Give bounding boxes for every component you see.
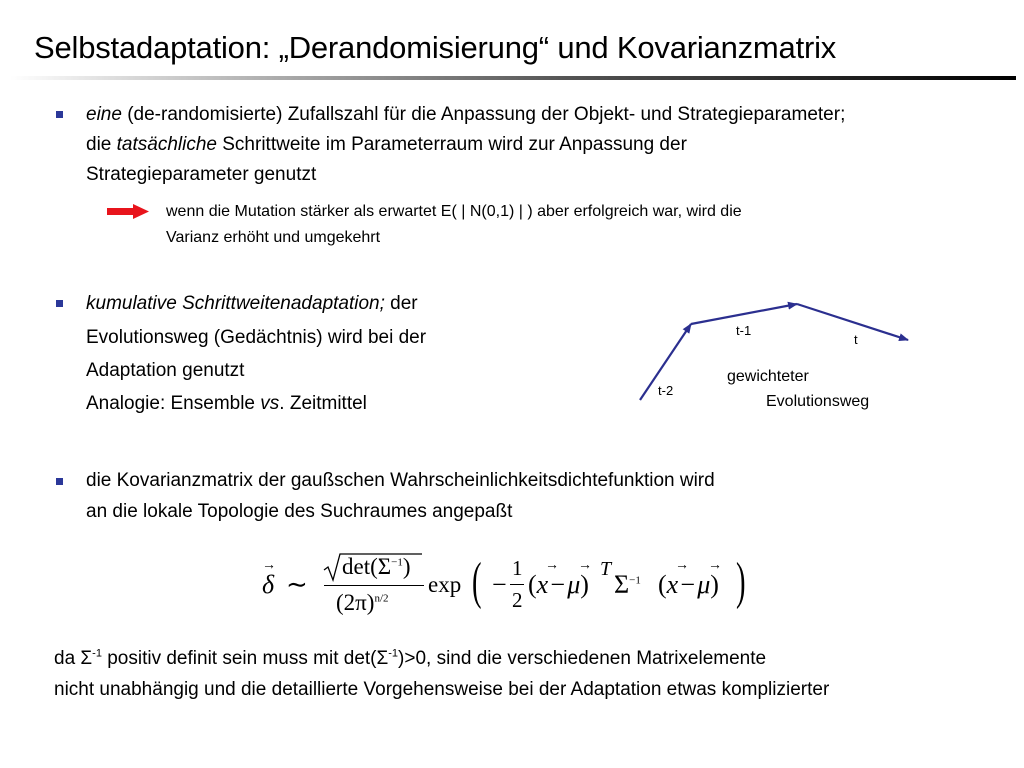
bullet1-line1-text: (de-randomisierte) Zufallszahl für die Anpassung der Objekt- und Strategieparameter; — [121, 104, 846, 125]
formula-delta: δ — [262, 570, 275, 599]
bullet2-line1 — [86, 293, 418, 315]
vector-arrow-icon: → — [262, 558, 276, 573]
formula-denominator: $(2\pi)^{n/2}$ — [336, 590, 389, 615]
formula-sigma: $\Sigma^{-1}$ — [614, 570, 641, 599]
formula-exp: exp — [428, 572, 462, 597]
formula-term2: (x − μ) — [658, 570, 719, 599]
diagram-caption-line1: gewichteter — [727, 368, 809, 385]
bullet2-emphasis: kumulative Schrittweitenadaptation; — [86, 293, 385, 314]
covariance-formula — [260, 550, 760, 625]
vector-arrow-x-icon: → — [545, 558, 559, 573]
formula-half-den: 2 — [512, 588, 523, 612]
bullet-marker-2 — [56, 300, 63, 307]
note-line1: wenn die Mutation stärker als erwartet E( | N(0,1) | ) aber erfolgreich war, wird die — [166, 203, 742, 220]
page-title: Selbstadaptation: „Derandomisierung“ und Kovarianzmatrix — [34, 30, 837, 65]
bullet-marker-3 — [56, 478, 63, 485]
vector-arrow-mu2-icon: → — [708, 558, 722, 573]
bullet1-line3: Strategieparameter genutzt — [86, 164, 317, 185]
formula-half-num: 1 — [512, 556, 523, 580]
formula-left-paren: ( — [472, 553, 482, 610]
vector-arrow-mu-icon: → — [578, 558, 592, 573]
bullet2-line3: Adaptation genutzt — [86, 360, 245, 381]
bullet1-line2-pre: die — [86, 134, 117, 155]
bullet1-emphasis-eine: eine — [86, 104, 122, 125]
bullet3-line2: an die lokale Topologie des Suchraumes angepaßt — [86, 501, 513, 522]
bullet2-line2: Evolutionsweg (Gedächtnis) wird bei der — [86, 327, 427, 348]
diagram-caption-line2: Evolutionsweg — [766, 393, 870, 410]
sigma-symbol-2: Σ — [376, 648, 389, 669]
sigma-symbol: Σ — [80, 648, 93, 669]
formula-fraction — [322, 550, 424, 622]
formula-numerator: $\det(\Sigma^{-1})$ — [342, 554, 411, 579]
note-line2: Varianz erhöht und umgekehrt — [166, 229, 381, 246]
red-arrow-icon — [106, 203, 150, 221]
formula-term1: (x − μ) — [528, 570, 589, 599]
bullet2-line4 — [86, 393, 367, 415]
bullet2-emphasis-vs: vs — [260, 393, 280, 414]
label-t-minus-1: t-1 — [736, 323, 752, 338]
title-underline — [10, 76, 1016, 80]
formula-minus: − — [492, 570, 507, 599]
path-segment-t1 — [691, 304, 797, 324]
bullet2-line4-text: . Zeitmittel — [279, 393, 367, 414]
bullet1-emphasis-tatsaechliche: tatsächliche — [116, 134, 217, 155]
fraction-bar — [324, 585, 424, 586]
bullet-marker-1 — [56, 111, 63, 118]
formula-sim: ∼ — [286, 570, 308, 599]
bullet2-line4-pre: Analogie: Ensemble — [86, 393, 261, 414]
bullet1-line2 — [86, 134, 687, 156]
formula-transpose: T — [600, 558, 612, 580]
footer-line2: nicht unabhängig und die detaillierte Vorgehensweise bei der Adaptation etwas komplizierter — [54, 679, 830, 700]
bullet3-line1: die Kovarianzmatrix der gaußschen Wahrscheinlichkeitsdichtefunktion wird — [86, 470, 715, 491]
path-segment-t — [797, 304, 908, 340]
bullet1-line1 — [86, 104, 845, 126]
footer-line1: da $\Sigma^{-1}$ positiv definit sein muss mit $\det(\Sigma^{-1})>0$, sind die verschiedenen Matrixelemente — [54, 647, 767, 669]
formula-right-paren: ) — [736, 553, 746, 610]
bullet2-line1-text: der — [384, 293, 418, 314]
vector-arrow-x2-icon: → — [675, 558, 689, 573]
label-t-minus-2: t-2 — [658, 383, 674, 398]
label-t: t — [854, 332, 858, 347]
bullet1-line2-text: Schrittweite im Parameterraum wird zur Anpassung der — [216, 134, 687, 155]
half-fraction-bar — [510, 584, 524, 585]
